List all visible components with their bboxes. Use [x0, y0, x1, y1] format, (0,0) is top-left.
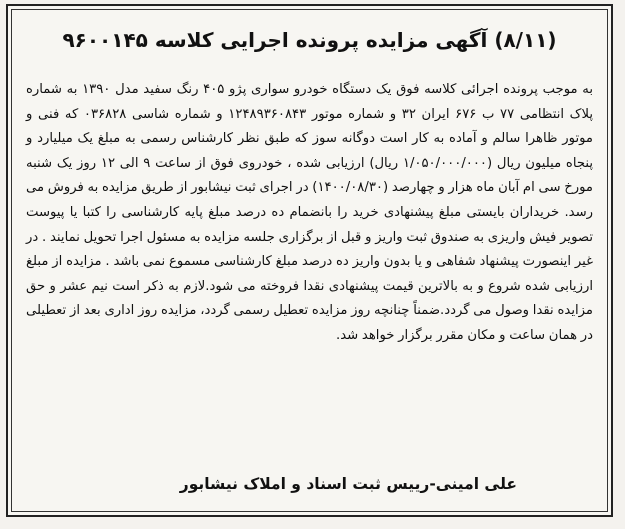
notice-frame — [6, 4, 613, 517]
notice-signature: علی امینی-رییس ثبت اسناد و املاک نیشابور — [179, 475, 517, 493]
notice-inner-frame — [11, 9, 608, 512]
notice-title: (۸/۱۱) آگهی مزایده پرونده اجرایی کلاسه ۹۶۰۰۱۴۵ — [62, 28, 557, 52]
notice-body: به موجب پرونده اجرائی کلاسه فوق یک دستگاه خودرو سواری پژو ۴۰۵ رنگ سفید مدل ۱۳۹۰ به شماره پلاک انتظامی ۷۷ ب ۶۷۶ ایران ۳۲ و شماره موتور ۱۲۴۸۹۳۶۰۸۴۳ و شماره شاسی ۰۳۶۸۲۸ که فنی و موتور ظاهرا سالم و آماده به کار است دوگانه سوز که طبق نظر کارشناس رسمی به مبلغ یک میلیارد و پنجاه میلیون ریال (۱/۰۵۰/۰۰۰/۰۰۰ ریال) ارزیابی شده ، خودروی فوق از ساعت ۹ الی ۱۲ روز یک شنبه مورخ سی ام آبان ماه هزار و چهارصد (۱۴۰۰/۰۸/۳۰) در اجرای ثبت نیشابور از طریق مزایده به فروش می رسد. خریداران بایستی مبلغ پیشنهادی خرید را بانضمام ده درصد مبلغ پایه کارشناسی را کتبا یا پیوست تصویر فیش واریزی به صندوق ثبت واریز و قبل از برگزاری جلسه مزایده به مسئول اجرا تحویل نمایند . در غیر اینصورت پیشنهاد شفاهی و یا بدون واریز ده درصد مبلغ کارشناسی مسموع نمی باشد . مزایده از مبلغ ارزیابی شده شروع و به بالاترین قیمت پیشنهادی نقدا فروخته می شود.لازم به ذکر است نیم عشر و حق مزایده نقدا وصول می گردد.ضمناً چنانچه روز مزایده تعطیل رسمی گردد، مزایده روز اداری بعد از تعطیلی در همان ساعت و مکان مقرر برگزار خواهد شد. — [26, 82, 594, 343]
